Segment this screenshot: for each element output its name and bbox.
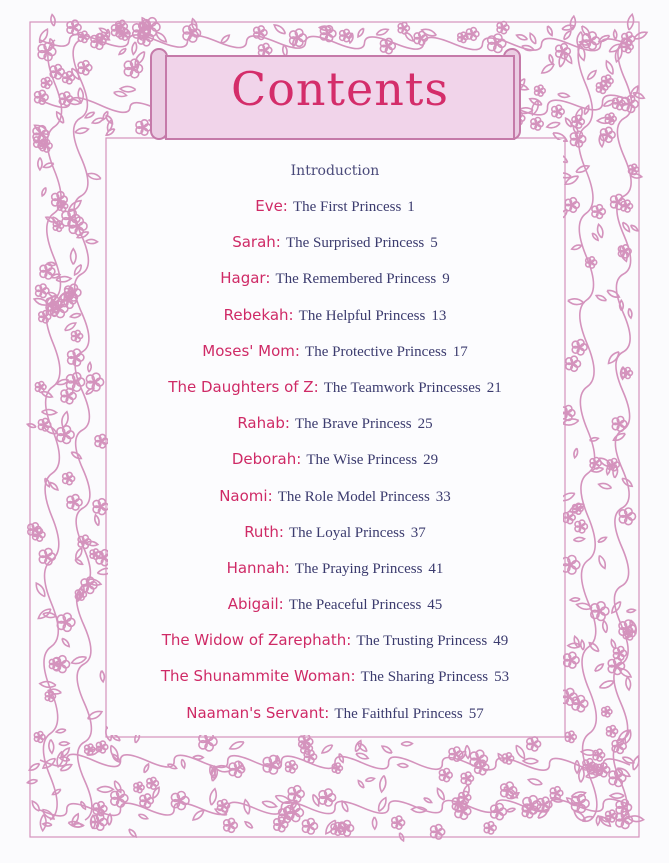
entry-subtitle: The Wise Princess: [306, 452, 418, 469]
entry-name: Ruth:: [244, 522, 284, 541]
toc-entry[interactable]: [120, 514, 550, 550]
entry-subtitle: The Peaceful Princess: [288, 597, 422, 614]
entry-page-number: 13: [431, 307, 447, 324]
entry-page-number: 57: [468, 705, 484, 722]
entry-page-number: 1: [407, 199, 415, 215]
entry-subtitle: The Loyal Princess: [288, 524, 405, 541]
table-of-contents: [120, 160, 550, 731]
toc-entry[interactable]: [120, 369, 550, 405]
toc-entry[interactable]: [120, 658, 550, 694]
entry-subtitle: The Protective Princess: [305, 343, 447, 360]
entry-name: Deborah:: [231, 450, 302, 469]
entry-name: The Widow of Zarephath:: [161, 631, 352, 650]
entry-name: Abigail:: [227, 595, 284, 614]
toc-entry[interactable]: [120, 333, 550, 369]
entry-page-number: 9: [442, 271, 450, 288]
toc-introduction[interactable]: Introduction: [290, 163, 380, 179]
toc-entry[interactable]: [120, 188, 550, 224]
entry-name: Sarah:: [232, 233, 281, 252]
entry-name: Moses' Mom:: [202, 341, 300, 360]
toc-entry[interactable]: [120, 297, 550, 333]
toc-entry[interactable]: [120, 478, 550, 514]
entry-page-number: 37: [410, 524, 426, 541]
entry-subtitle: The Brave Princess: [295, 416, 412, 433]
entry-page-number: 21: [486, 379, 502, 396]
toc-entry[interactable]: [120, 586, 550, 622]
toc-entry[interactable]: [120, 695, 550, 731]
entry-name: Rebekah:: [223, 305, 294, 324]
entry-subtitle: The First Princess: [292, 199, 402, 215]
entry-name: The Shunammite Woman:: [160, 667, 356, 686]
entry-subtitle: The Remembered Princess: [275, 271, 437, 288]
entry-name: The Daughters of Z:: [168, 377, 319, 396]
entry-name: Hannah:: [226, 558, 290, 577]
toc-entry[interactable]: [120, 550, 550, 586]
page-title: Contents: [231, 62, 449, 116]
entry-subtitle: The Role Model Princess: [277, 488, 430, 505]
entry-subtitle: The Trusting Princess: [356, 633, 488, 650]
entry-subtitle: The Teamwork Princesses: [323, 379, 481, 396]
toc-entry[interactable]: [120, 405, 550, 441]
entry-subtitle: The Faithful Princess: [334, 705, 463, 722]
entry-name: Eve:: [255, 197, 288, 215]
entry-subtitle: The Sharing Princess: [360, 669, 489, 686]
entry-page-number: 41: [428, 560, 444, 577]
entry-name: Hagar:: [220, 269, 271, 288]
toc-entry[interactable]: [120, 622, 550, 658]
entry-page-number: 5: [430, 235, 438, 252]
entry-page-number: 49: [493, 633, 509, 650]
entry-name: Naomi:: [219, 486, 273, 505]
entry-page-number: 29: [423, 452, 439, 469]
entry-page-number: 53: [494, 669, 510, 686]
entry-name: Rahab:: [237, 414, 290, 433]
entry-subtitle: The Surprised Princess: [285, 235, 425, 252]
toc-entry[interactable]: [120, 260, 550, 296]
entry-page-number: 33: [435, 488, 451, 505]
entry-subtitle: The Helpful Princess: [298, 307, 426, 324]
entry-name: Naaman's Servant:: [186, 703, 330, 722]
entry-subtitle: The Praying Princess: [294, 560, 423, 577]
toc-entry[interactable]: [120, 441, 550, 477]
entry-page-number: 17: [452, 343, 468, 360]
entry-page-number: 45: [427, 597, 443, 614]
entry-page-number: 25: [417, 416, 433, 433]
toc-entry[interactable]: [120, 224, 550, 260]
